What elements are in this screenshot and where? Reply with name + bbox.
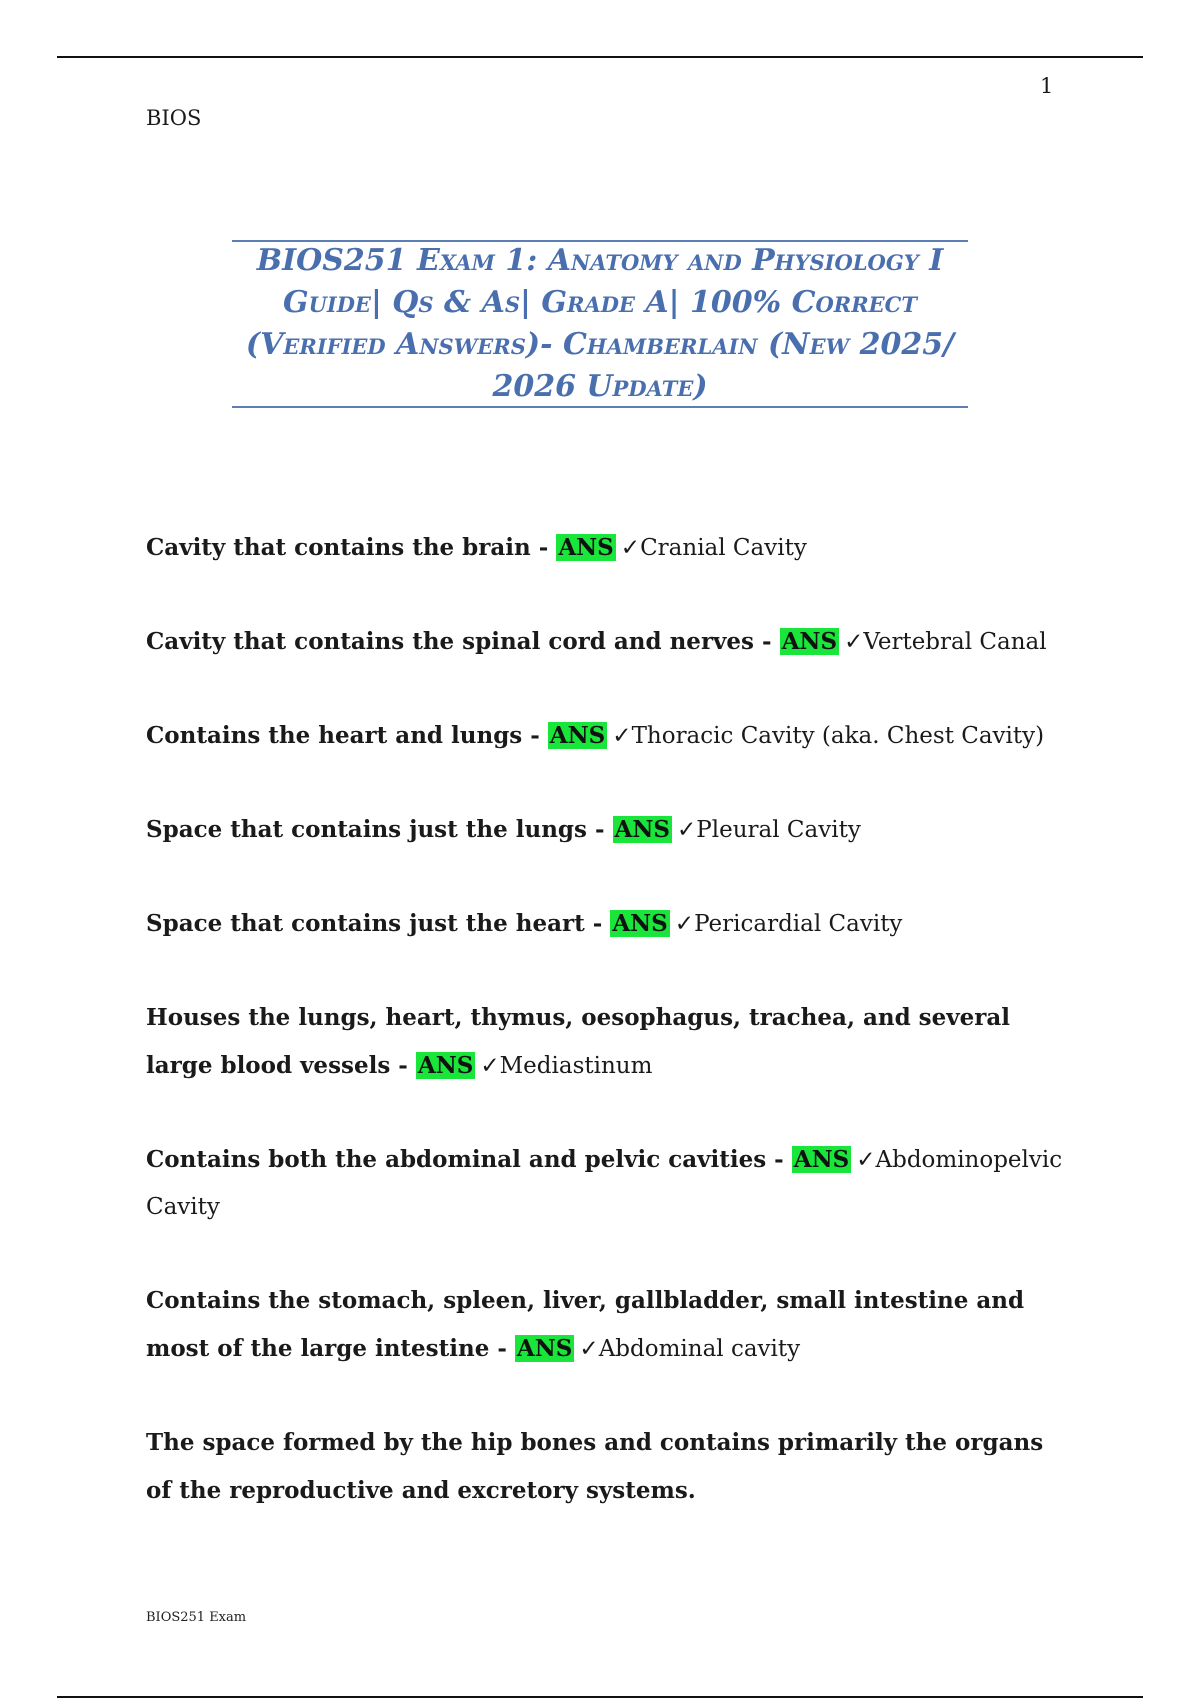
header-label: BIOS [146, 106, 202, 130]
check-icon: ✓ [674, 911, 695, 937]
question-text: Cavity that contains the spinal cord and nerves - [146, 628, 780, 655]
check-icon: ✓ [612, 723, 632, 749]
ans-marker: ANS [549, 722, 606, 749]
answer-text: Vertebral Canal [863, 629, 1047, 655]
answer-text: Thoracic Cavity (aka. Chest Cavity) [631, 723, 1045, 749]
footer-label: BIOS251 Exam [146, 1610, 247, 1625]
question-text: Cavity that contains the brain - [146, 534, 557, 561]
page-number: 1 [1040, 74, 1054, 98]
question-text: Space that contains just the heart - [146, 910, 611, 937]
qa-item [146, 524, 1066, 572]
check-icon: ✓ [677, 817, 697, 843]
ans-marker: ANS [781, 628, 838, 655]
question-text: Contains both the abdominal and pelvic cavities - [146, 1146, 792, 1173]
check-icon: ✓ [844, 629, 864, 655]
qa-item [146, 994, 1066, 1090]
answer-text: Pleural Cavity [696, 817, 861, 843]
qa-item [146, 1136, 1066, 1231]
qa-item [146, 1277, 1066, 1373]
question-text: Contains the heart and lungs - [146, 722, 548, 749]
qa-item [146, 618, 1066, 666]
qa-item [146, 900, 1066, 948]
ans-marker: ANS [558, 534, 614, 561]
answer-text: Abdominal cavity [598, 1336, 801, 1362]
title-box [232, 240, 968, 408]
top-rule [57, 56, 1143, 58]
document-title: BIOS251 Exam 1: Anatomy and Physiology I Guide| Qs & As| Grade A| 100% Correct (Verified Answers)- Chamberlain (New 2025/ 2026 Update) [245, 243, 955, 404]
check-icon: ✓ [579, 1336, 599, 1362]
ans-marker: ANS [516, 1335, 573, 1362]
check-icon: ✓ [480, 1053, 500, 1079]
question-text: The space formed by the hip bones and contains primarily the organs of the reproductive and excretory systems. [146, 1429, 1044, 1504]
answer-text: Cranial Cavity [640, 535, 807, 561]
answer-text: Pericardial Cavity [694, 911, 903, 937]
bottom-rule [57, 1696, 1143, 1698]
check-icon: ✓ [856, 1147, 876, 1173]
qa-item [146, 712, 1066, 760]
question-text: Houses the lungs, heart, thymus, oesophagus, trachea, and several large blood vessels - [146, 1004, 1011, 1079]
ans-marker: ANS [614, 816, 670, 843]
ans-marker: ANS [417, 1052, 474, 1079]
ans-marker: ANS [612, 910, 668, 937]
qa-list [146, 524, 1066, 1515]
question-text: Space that contains just the lungs - [146, 816, 613, 843]
qa-item [146, 1419, 1066, 1515]
check-icon: ✓ [620, 535, 641, 561]
ans-marker: ANS [793, 1146, 850, 1173]
qa-item [146, 806, 1066, 854]
question-text: Contains the stomach, spleen, liver, gallbladder, small intestine and most of the large intestine - [146, 1287, 1025, 1362]
answer-text: Mediastinum [499, 1053, 653, 1079]
answer-text: Abdominopelvic Cavity [146, 1147, 1063, 1220]
